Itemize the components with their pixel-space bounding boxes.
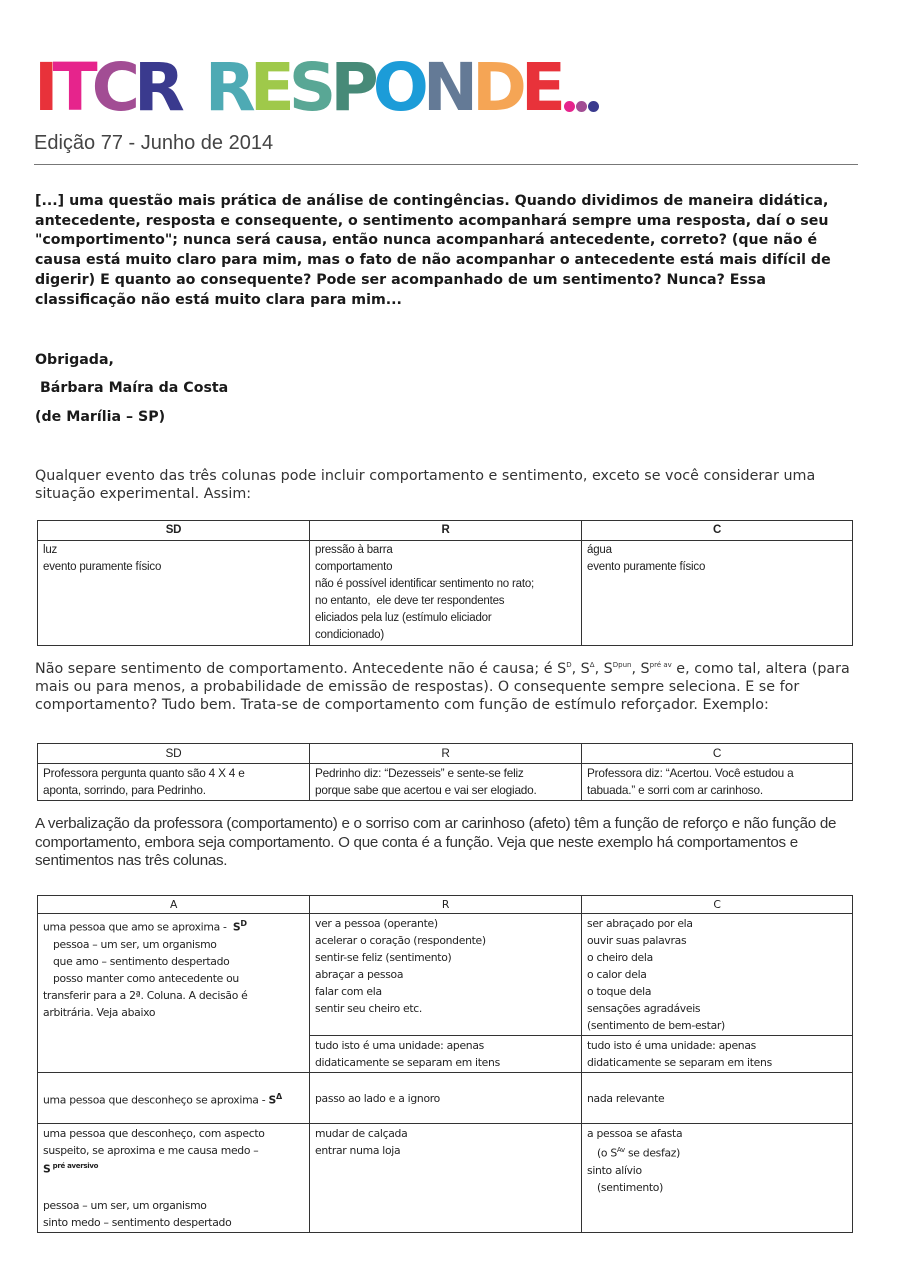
text-run: (o S [597,1146,617,1160]
cell-line: Professora pergunta quanto são 4 X 4 e [43,766,245,780]
cell-line: aponta, sorrindo, para Pedrinho. [43,783,206,797]
superscript: pré av [649,661,672,670]
cell-line: ouvir suas palavras [587,934,687,947]
logo-letter: R [134,49,179,126]
table1-cell-r [310,541,582,646]
cell-line: abraçar a pessoa [315,968,404,981]
cell-line: tudo isto é uma unidade: apenas [315,1039,484,1052]
contingency-table-example [37,743,853,801]
cell-line: o toque dela [587,985,652,998]
cell-line: tabuada.” e sorri com ar carinhoso. [587,783,763,797]
cell-line: sentir seu cheiro etc. [315,1002,423,1015]
table3-header-a: A [38,896,310,914]
table3-row1-c [582,914,853,1036]
text-run: uma pessoa que desconheço se aproxima - [43,1093,269,1107]
cell-line: suspeito, se aproxima e me causa medo – [43,1144,259,1157]
superscript: Dpun [612,661,632,670]
logo-letter: R [204,49,250,126]
table3-row1-r [310,914,582,1036]
cell-line: no entanto, ele deve ter respondentes [315,595,505,607]
table3-row1-c-note [582,1036,853,1073]
cell-line: sinto medo – sentimento despertado [43,1215,232,1229]
table1-header-c: C [582,521,853,541]
cell-line: pessoa – um ser, um organismo [53,937,217,951]
table3-row2-a [38,1073,310,1124]
cell-line: ser abraçado por ela [587,917,693,930]
table2-cell-sd [38,764,310,801]
logo-dot [576,101,587,112]
logo-dot [588,101,599,112]
cell-line: pessoa – um ser, um organismo [43,1198,207,1212]
cell-line: condicionado) [315,629,385,641]
reader-question: [...] uma questão mais prática de análise de contingências. Quando dividimos de maneira didática, antecedente, resposta e consequente, o sentimento acompanhará sempre uma resposta, daí o seu "comportimento"; nunca será causa, então nunca acompanhará antecedente, correto? (que não é causa está muito claro para mim, mas o fato de não acompanhar o antecedente está mais difícil de digerir) E quanto ao consequente? Pode ser acompanhado de um sentimento? Nunca? Essa classificação não está muito clara para mim... [35,193,831,308]
logo-letter: P [330,49,373,126]
logo-word-itcr [34,49,179,126]
table3-row1-r-note [310,1036,582,1073]
logo-ellipsis-dots [564,101,599,112]
cell-line: acelerar o coração (respondente) [315,934,486,947]
cell-line: água [587,544,612,556]
stimulus-symbol: S [232,920,241,934]
logo-letter: S [288,49,331,126]
cell-line: porque sabe que acertou e vai ser elogiado. [315,783,537,797]
table3-row2-c: nada relevante [582,1073,853,1124]
superscript: pré aversivo [50,1162,99,1170]
cell-line [43,915,304,936]
cell-line: entrar numa loja [315,1144,401,1157]
cell-line: evento puramente físico [43,561,162,573]
superscript: Δ [275,1091,282,1101]
table2-header-r: R [310,744,582,764]
signoff-location: (de Marília – SP) [35,409,166,425]
table3-row1-a [38,914,310,1073]
superscript: D [240,919,247,928]
cell-line [43,1159,304,1177]
superscript: Δ [589,661,595,670]
cell-line: transferir para a 2ª. Coluna. A decisão é [43,988,248,1002]
cell-line: a pessoa se afasta [587,1127,683,1140]
signoff-thanks: Obrigada, [35,352,114,368]
contingency-table-feelings [37,895,853,1233]
cell-line: tudo isto é uma unidade: apenas [587,1039,756,1052]
cell-line: evento puramente físico [587,561,706,573]
cell-line: uma pessoa que desconheço, com aspecto [43,1127,265,1140]
answer-paragraph-2 [35,660,861,714]
cell-line: didaticamente se separam em itens [315,1056,500,1069]
cell-line: Professora diz: “Acertou. Você estudou a [587,766,794,780]
cell-line: didaticamente se separam em itens [587,1056,772,1069]
logo-letter: I [34,49,53,126]
answer-intro: Qualquer evento das três colunas pode incluir comportamento e sentimento, exceto se você considerar uma situação experimental. Assim: [35,468,816,502]
table2-header-c: C [582,744,853,764]
cell-line: mudar de calçada [315,1127,408,1140]
cell-line: eliciados pela luz (estímulo eliciador [315,612,492,624]
table2-header-sd: SD [38,744,310,764]
cell-line: sentir-se feliz (sentimento) [315,951,452,964]
cell-line [43,1088,304,1109]
logo-letter: O [372,49,423,126]
cell-line: pressão à barra [315,544,393,556]
cell-line: sensações agradáveis [587,1002,701,1015]
cell-line: o calor dela [587,968,647,981]
text-run: e, como tal, altera (para mais ou para menos, a probabilidade de emissão de respostas). O consequente sempre seleciona. E se for comportamento? Tudo bem. Trata-se de comportamento com função de estímulo reforçador. Exemplo: [35,661,850,713]
logo-word-responde [204,49,560,126]
logo-letter: E [520,49,560,126]
table3-row3-r [310,1124,582,1233]
table1-cell-sd [38,541,310,646]
table3-row3-c [582,1124,853,1233]
cell-line: Pedrinho diz: “Dezesseis” e sente-se feliz [315,766,524,780]
table1-header-sd: SD [38,521,310,541]
logo-letter: D [472,49,521,126]
contingency-table-experimental [37,520,853,646]
logo-letter: E [249,49,289,126]
table3-row2-r: passo ao lado e a ignoro [310,1073,582,1124]
cell-line: sinto alívio [587,1163,642,1177]
table3-row3-a [38,1124,310,1233]
cell-line: ver a pessoa (operante) [315,917,438,930]
edition-label: Edição 77 - Junho de 2014 [34,132,274,154]
table3-header-c: C [582,896,853,914]
cell-line [587,1142,847,1162]
logo-dot [564,101,575,112]
cell-line: (sentimento) [597,1180,664,1194]
cell-line: falar com ela [315,985,382,998]
text-run: , S [631,661,650,677]
table1-header-r: R [310,521,582,541]
logo-letter: C [91,49,135,126]
answer-paragraph-3: A verbalização da professora (comportamento) e o sorriso com ar carinhoso (afeto) têm a função de reforço e não função de comportamento, embora seja comportamento. O que conta é a função. Veja que neste exemplo há comportamentos e sentimentos nas três colunas. [35,815,837,869]
superscript: D [566,661,572,670]
cell-line: posso manter como antecedente ou [53,971,239,985]
cell-line: não é possível identificar sentimento no rato; [315,578,535,590]
superscript: Av [616,1146,625,1154]
text-run: , S [571,661,590,677]
cell-line: arbitrária. Veja abaixo [43,1005,156,1019]
text-run: Não separe sentimento de comportamento. Antecedente não é causa; é S [35,661,567,677]
signoff-name: Bárbara Maíra da Costa [35,380,229,396]
itcr-responde-logo [34,49,599,126]
table2-cell-r [310,764,582,801]
header-divider [34,164,858,165]
logo-letter: T [52,49,92,126]
table1-cell-c [582,541,853,646]
stimulus-symbol: S [43,1162,51,1176]
table2-cell-c [582,764,853,801]
cell-line: comportamento [315,561,393,573]
cell-line: que amo – sentimento despertado [53,954,230,968]
table3-header-r: R [310,896,582,914]
logo-letter: N [422,49,473,126]
cell-line: luz [43,544,58,556]
cell-line: o cheiro dela [587,951,653,964]
text-run: uma pessoa que amo se aproxima - [43,920,233,934]
stimulus-symbol: S [268,1093,276,1107]
cell-line: (sentimento de bem-estar) [587,1019,725,1032]
text-run: , S [594,661,613,677]
text-run: se desfaz) [624,1146,681,1160]
